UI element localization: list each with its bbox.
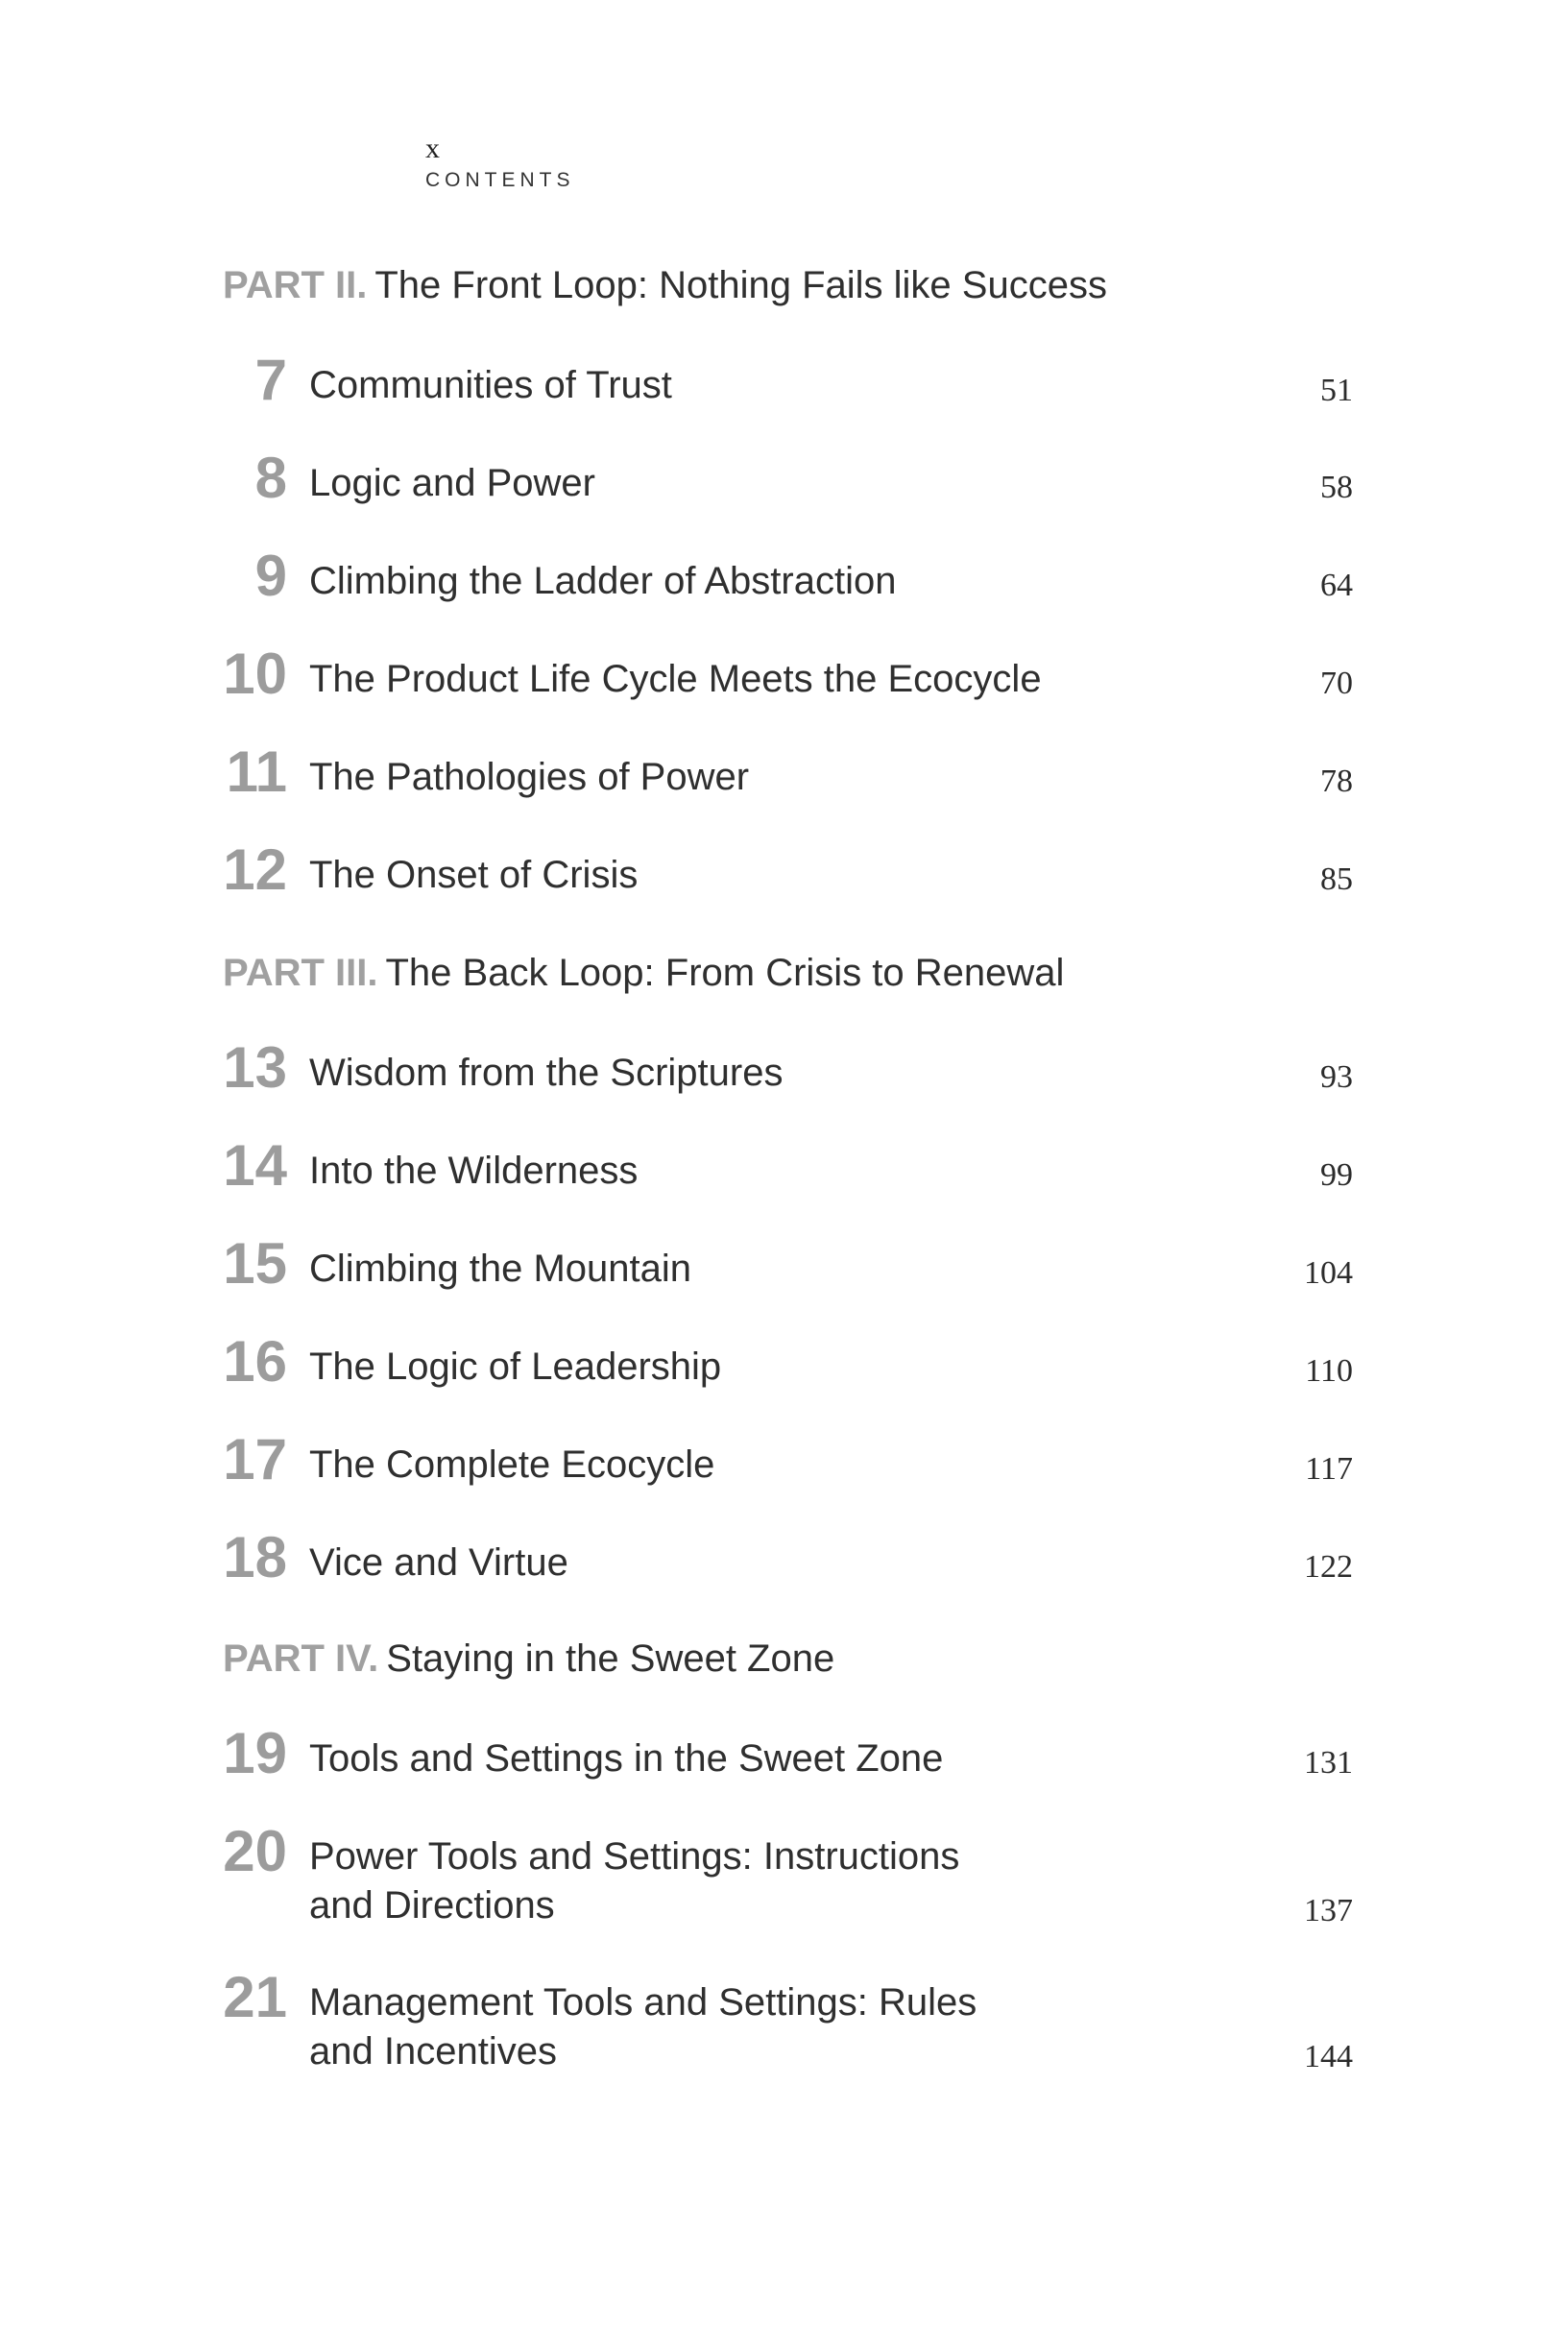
chapter-number: 19 — [223, 1721, 287, 1785]
chapter-title: Vice and Virtue — [309, 1541, 568, 1584]
page-number: 51 — [1320, 373, 1353, 408]
chapter-title: The Complete Ecocycle — [309, 1443, 715, 1486]
part-title: Staying in the Sweet Zone — [386, 1637, 835, 1680]
chapter-title: The Logic of Leadership — [309, 1346, 722, 1388]
chapter-title-line-2: and Directions — [309, 1884, 555, 1927]
part-title: The Front Loop: Nothing Fails like Success — [374, 264, 1107, 306]
chapter-title: Logic and Power — [309, 462, 595, 504]
chapter-title: The Onset of Crisis — [309, 854, 639, 896]
chapter-title: Wisdom from the Scriptures — [309, 1052, 784, 1094]
folio: x — [425, 133, 440, 164]
page-number: 99 — [1320, 1157, 1353, 1193]
part-title: The Back Loop: From Crisis to Renewal — [385, 952, 1065, 994]
chapter-number: 16 — [223, 1329, 287, 1394]
part-heading — [223, 949, 1064, 997]
page-number: 70 — [1320, 666, 1353, 701]
page-number: 117 — [1305, 1451, 1353, 1487]
chapter-title: Climbing the Mountain — [309, 1248, 691, 1290]
chapter-number: 8 — [254, 446, 287, 510]
chapter-title: Communities of Trust — [309, 364, 672, 406]
page-number: 58 — [1320, 470, 1353, 505]
chapter-number: 10 — [223, 642, 287, 706]
part-label: PART II. — [223, 264, 368, 306]
chapter-number: 21 — [223, 1965, 287, 2029]
chapter-number: 14 — [223, 1133, 287, 1198]
chapter-number: 12 — [223, 837, 287, 902]
page-number: 110 — [1305, 1353, 1353, 1389]
chapter-title: Into the Wilderness — [309, 1150, 639, 1192]
part-heading — [223, 1635, 834, 1683]
chapter-number: 20 — [223, 1819, 287, 1883]
page-number: 85 — [1320, 861, 1353, 897]
chapter-number: 17 — [223, 1427, 287, 1491]
chapter-title-line-1: Management Tools and Settings: Rules — [309, 1981, 977, 2024]
part-label: PART III. — [223, 952, 378, 994]
page-number: 93 — [1320, 1059, 1353, 1095]
page-number: 104 — [1304, 1255, 1353, 1291]
chapter-title: The Pathologies of Power — [309, 756, 750, 798]
page-number: 64 — [1320, 568, 1353, 603]
page-number: 78 — [1320, 764, 1353, 799]
chapter-number: 13 — [223, 1035, 287, 1100]
chapter-title: Climbing the Ladder of Abstraction — [309, 560, 897, 602]
chapter-title: The Product Life Cycle Meets the Ecocycle — [309, 658, 1042, 700]
chapter-number: 11 — [226, 740, 287, 804]
chapter-number: 18 — [223, 1525, 287, 1589]
chapter-number: 15 — [223, 1231, 287, 1296]
chapter-number: 7 — [254, 348, 287, 412]
chapter-title-line-1: Power Tools and Settings: Instructions — [309, 1835, 960, 1878]
page-header — [425, 134, 575, 192]
chapter-title: Tools and Settings in the Sweet Zone — [309, 1737, 944, 1780]
part-label: PART IV. — [223, 1637, 379, 1680]
page-number: 131 — [1304, 1745, 1353, 1781]
part-heading — [223, 261, 1107, 309]
page-number: 137 — [1304, 1893, 1353, 1928]
page-number: 144 — [1304, 2039, 1353, 2074]
chapter-number: 9 — [254, 544, 287, 608]
chapter-title-line-2: and Incentives — [309, 2030, 557, 2073]
running-head: CONTENTS — [425, 169, 575, 191]
page-number: 122 — [1304, 1549, 1353, 1585]
